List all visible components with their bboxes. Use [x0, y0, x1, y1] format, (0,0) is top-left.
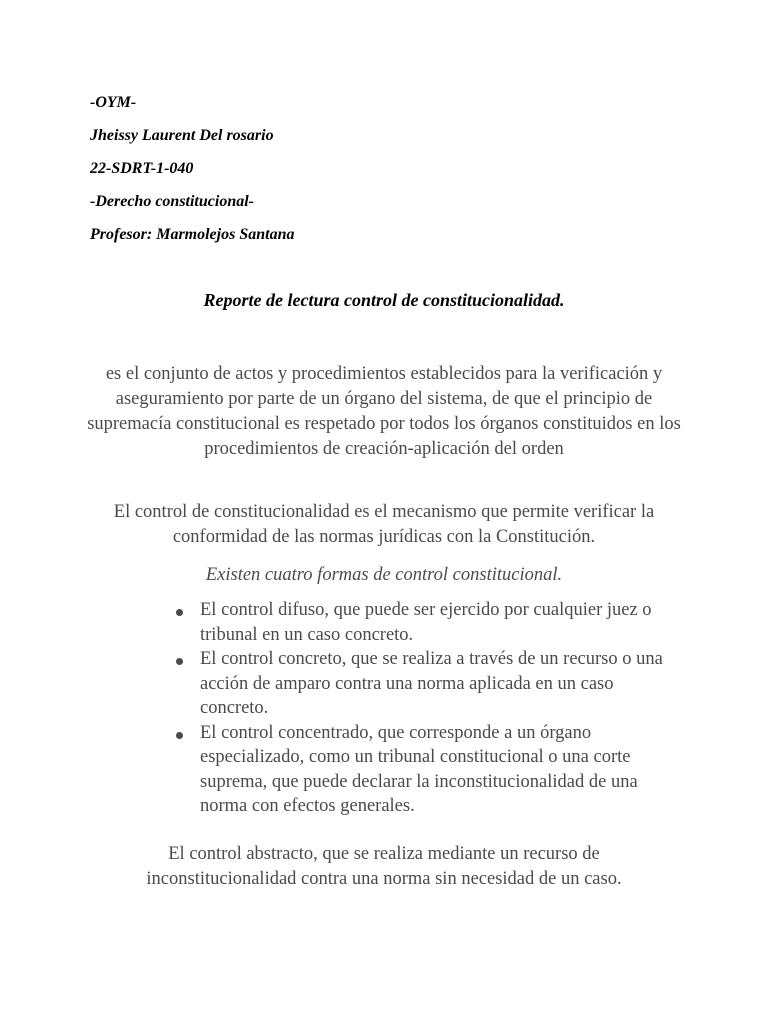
paragraph-mechanism: El control de constitucionalidad es el mecanismo que permite verificar la conformidad de las normas jurídicas con la Constitución.: [113, 502, 655, 547]
list-item-text: El control concentrado, que corresponde a un órgano especializado, como un tribunal constitucional o una corte suprema, que puede declarar la inconstitucionalidad de una norma con efectos generales.: [200, 722, 638, 816]
bullet-icon: [176, 658, 183, 665]
student-name: Jheissy Laurent Del rosario: [90, 127, 274, 144]
document-title: Reporte de lectura control de constitucionalidad.: [203, 290, 565, 310]
bullet-icon: [176, 609, 183, 616]
list-item: [176, 647, 676, 721]
list-item: [176, 598, 676, 647]
list-item-text: El control concreto, que se realiza a través de un recurso o una acción de amparo contra una norma aplicada en un caso concreto.: [200, 649, 663, 718]
paragraph-abstract-control: El control abstracto, que se realiza mediante un recurso de inconstitucionalidad contra una norma sin necesidad de un caso.: [146, 844, 622, 889]
header-line-group: -OYM-: [90, 94, 137, 111]
list-item-text: El control difuso, que puede ser ejercido por cualquier juez o tribunal en un caso concreto.: [200, 600, 652, 645]
paragraph-definition: es el conjunto de actos y procedimientos establecidos para la verificación y aseguramiento por parte de un órgano del sistema, de que el principio de supremacía constitucional es respetado por todos los órganos constituidos en los procedimientos de creación-aplicación del orden: [87, 364, 681, 459]
subheading-forms: Existen cuatro formas de control constitucional.: [205, 565, 563, 585]
list-item: [176, 721, 676, 819]
student-id: 22-SDRT-1-040: [90, 160, 194, 177]
professor-name: Profesor: Marmolejos Santana: [90, 226, 295, 243]
control-forms-list: [176, 598, 676, 819]
course-name: -Derecho constitucional-: [90, 193, 254, 210]
bullet-icon: [176, 732, 183, 739]
